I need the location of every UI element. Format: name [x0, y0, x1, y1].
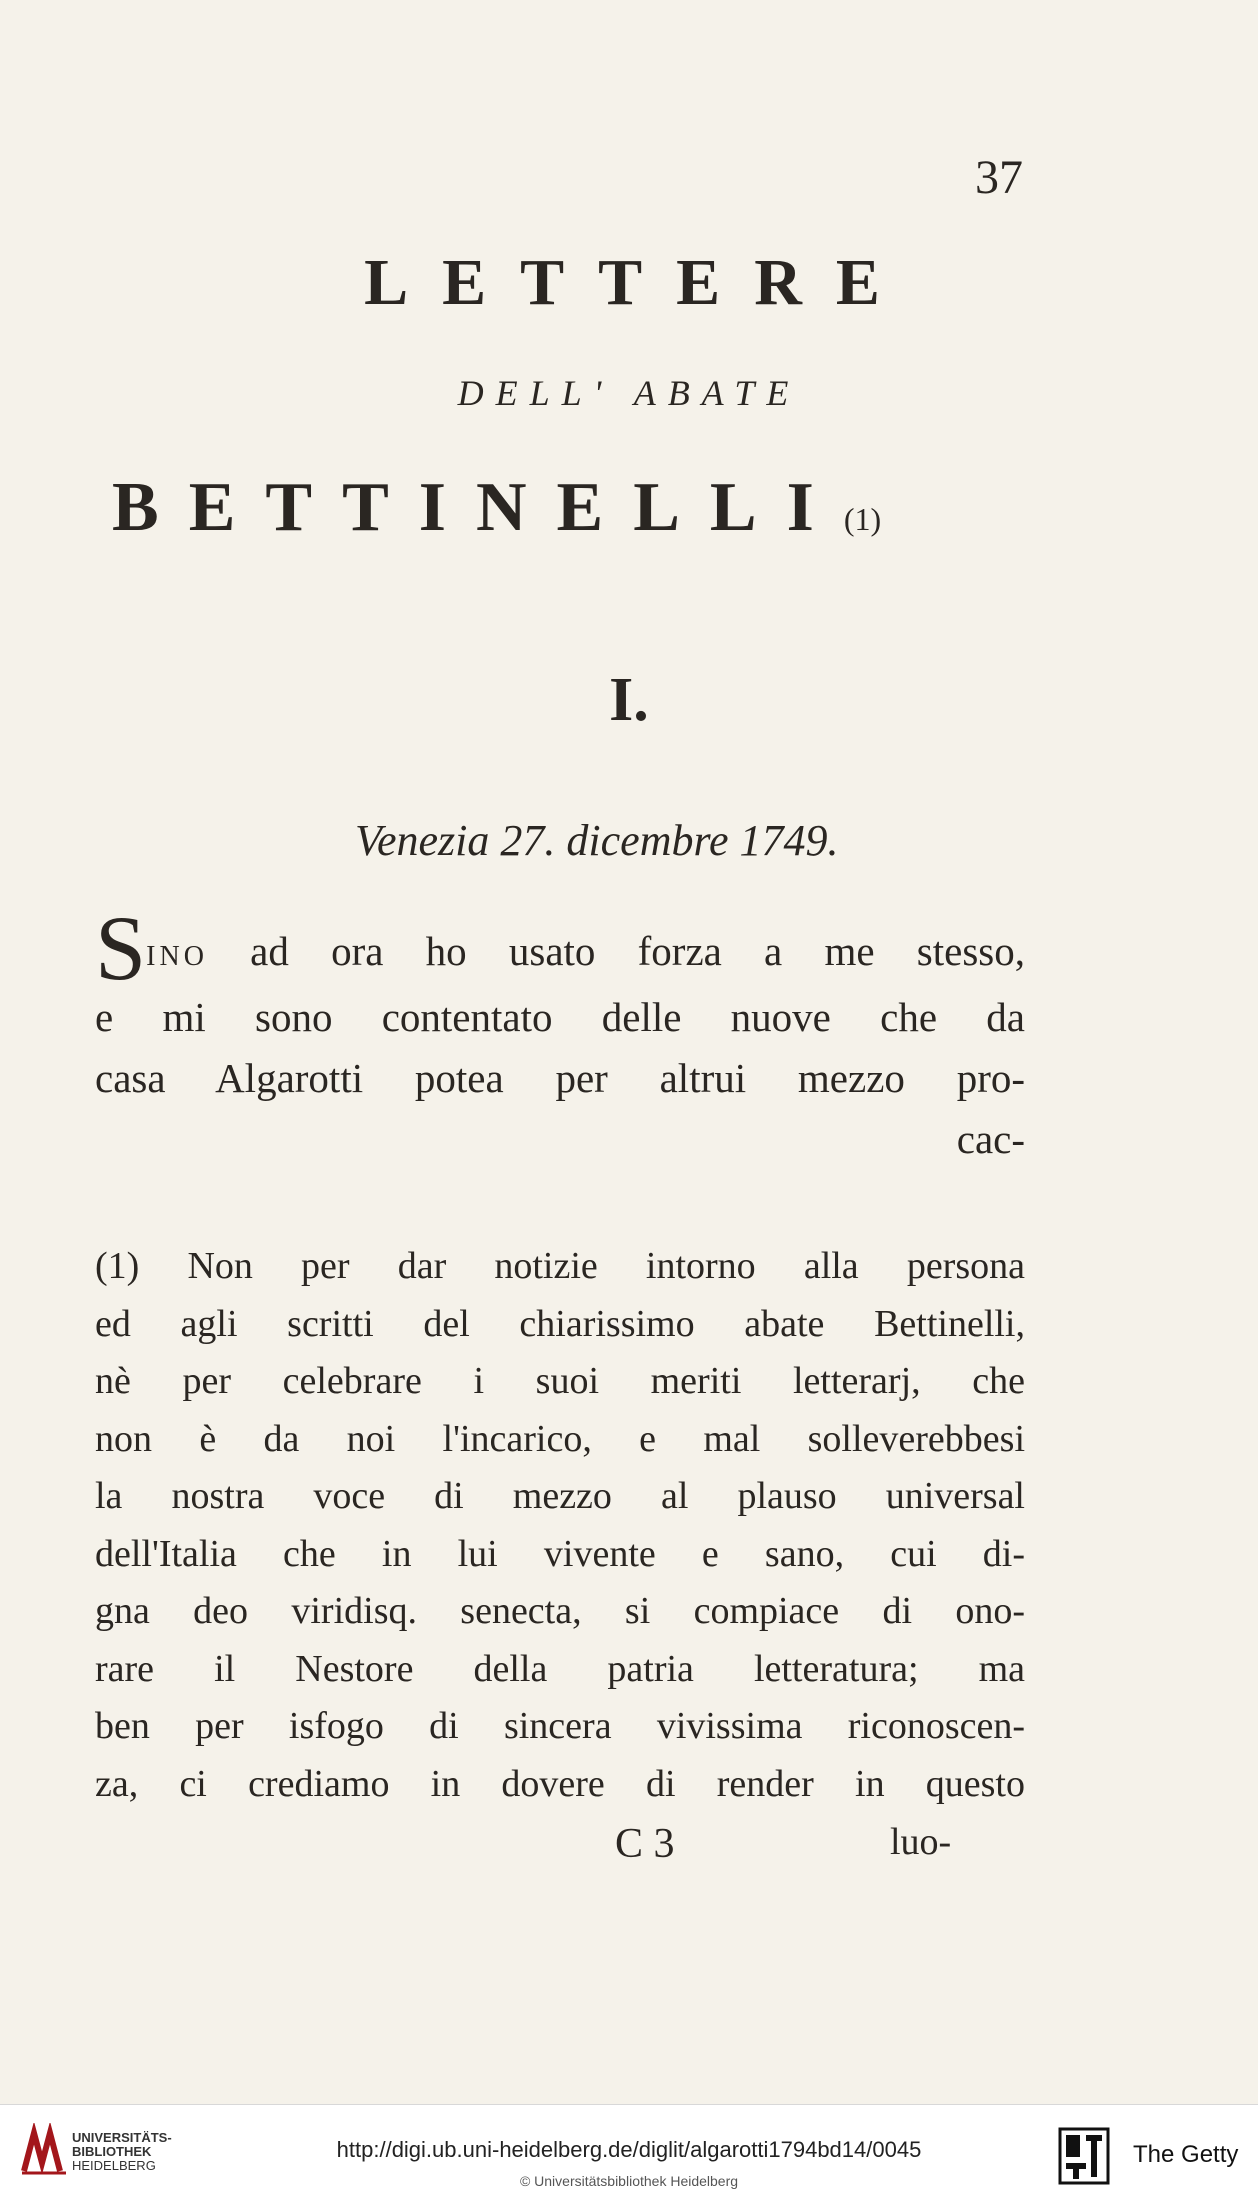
letter-line: cac-: [956, 1116, 1025, 1162]
letter-line-text: ad ora ho usato forza a me stesso,: [207, 928, 1025, 974]
partner-name: The Getty: [1133, 2141, 1239, 2168]
footnote-line: la nostra voce di mezzo al plauso universal: [95, 1475, 1025, 1517]
library-name-line: HEIDELBERG: [72, 2158, 156, 2173]
title-author-name: BETTINELLI: [112, 469, 844, 546]
drop-cap: S: [95, 897, 147, 999]
signature-mark: C 3: [615, 1821, 675, 1867]
footnote-line: ben per isfogo di sincera vivissima riconoscen-: [95, 1705, 1025, 1747]
footnote-line: (1) Non per dar notizie intorno alla persona: [95, 1245, 1025, 1287]
library-name-line: UNIVERSITÄTS-: [72, 2130, 172, 2145]
title-author: [112, 468, 881, 548]
footnote-line: gna deo viridisq. senecta, si compiace di ono-: [95, 1590, 1025, 1632]
footnote-line: ed agli scritti del chiarissimo abate Bettinelli,: [95, 1302, 1025, 1345]
letter-body: [95, 897, 1025, 1170]
library-name-line: BIBLIOTHEK: [72, 2144, 152, 2159]
footnote-line: za, ci crediamo in dovere di render in questo: [95, 1762, 1025, 1805]
footnote-line: non è da noi l'incarico, e mal solleverebbesi: [95, 1417, 1025, 1460]
permalink-url[interactable]: http://digi.ub.uni-heidelberg.de/diglit/algarotti1794bd14/0045: [336, 2137, 922, 2162]
letter-line: casa Algarotti potea per altrui mezzo pro-: [95, 1055, 1025, 1101]
page-number: 37: [975, 151, 1023, 204]
title-main: LETTERE: [364, 246, 914, 319]
catchword: luo-: [890, 1821, 952, 1863]
letter-line: e mi sono contentato delle nuove che da: [95, 994, 1025, 1040]
copyright-notice: © Universitätsbibliothek Heidelberg: [519, 2173, 739, 2189]
getty-logo-icon: [1058, 2127, 1110, 2185]
small-caps-word: INO: [146, 941, 208, 972]
footnote-reference: (1): [843, 501, 882, 537]
footnote-line: nè per celebrare i suoi meriti letterarj, che: [95, 1360, 1025, 1402]
footnote-line: dell'Italia che in lui vivente e sano, cui di-: [95, 1532, 1025, 1575]
letter-number: I.: [609, 666, 649, 734]
viewer-footer: [0, 2104, 1258, 2200]
footnote-line: rare il Nestore della patria letteratura; ma: [95, 1647, 1025, 1690]
title-subtitle: DELL' ABATE: [457, 373, 801, 413]
letter-line: [95, 897, 1025, 999]
footnote: [95, 1238, 1025, 1813]
letter-dateline: Venezia 27. dicembre 1749.: [355, 816, 839, 865]
